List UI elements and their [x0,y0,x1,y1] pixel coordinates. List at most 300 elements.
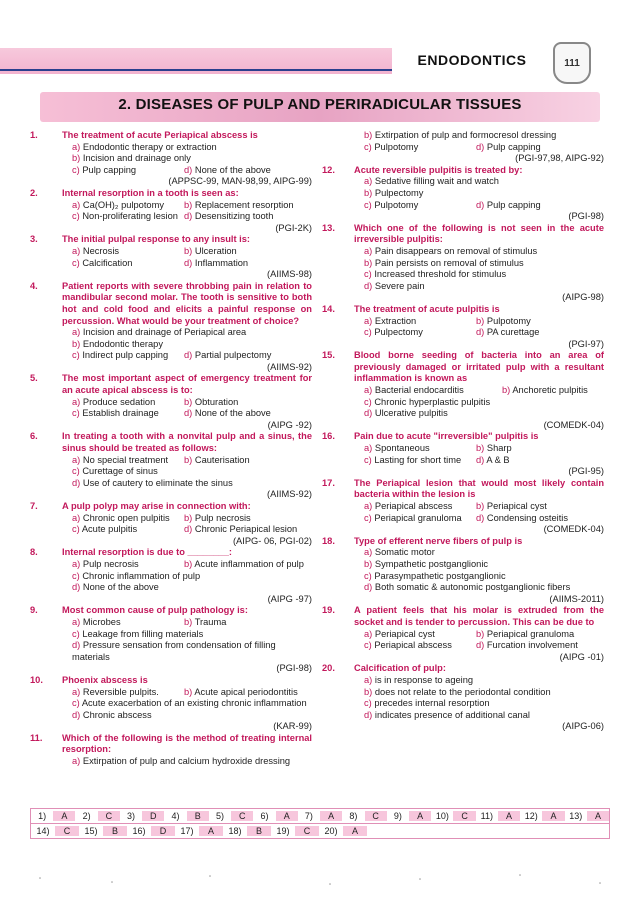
question-item [30,234,312,280]
answer-option [354,246,604,258]
question-text: The treatment of acute pulpitis is [354,303,500,314]
option-text: Obturation [194,396,239,407]
answer-option [72,617,184,629]
option-text: No special treatment [82,454,169,465]
option-text: Establish drainage [82,408,159,419]
answer-letter: B [247,826,271,836]
option-letter: b) [184,512,193,523]
option-letter: c) [72,350,80,361]
option-text: Pressure sensation from condensation of filling materials [72,640,276,662]
answer-option [354,188,604,200]
option-letter: b) [184,616,193,627]
answer-number: 6) [260,811,269,821]
option-text: Extirpation of pulp and calcium hydroxide dressing [82,756,291,767]
option-letter: d) [184,408,193,419]
question-item [322,478,604,536]
options-grid [62,455,312,467]
answer-option [62,756,312,768]
option-letter: c) [364,570,372,581]
option-text: Endodontic therapy [82,338,163,349]
answer-number: 2) [82,811,91,821]
question-source: (PGI-98) [568,211,604,222]
option-letter: a) [72,454,81,465]
question-source: (AIPG- 06, PGI-02) [232,535,312,546]
answer-option [72,408,184,420]
header-rule [0,69,392,71]
question-item [322,223,604,304]
answer-number: 19) [276,826,290,836]
answer-option [72,350,184,362]
question-source: (AIIMS-98) [267,269,312,280]
question-number: 8. [30,547,38,558]
answer-option [72,200,184,212]
option-letter: d) [364,280,373,291]
answer-option [476,513,604,525]
answer-option [354,547,604,559]
question-number: 10. [30,674,43,685]
option-text: Chronic Periapical lesion [194,524,298,535]
answer-option [364,200,476,212]
option-text: None of the above [82,582,159,593]
option-letter: a) [72,396,81,407]
question-number: 20. [322,663,335,674]
option-text: Trauma [194,616,227,627]
answer-option [476,142,604,154]
question-text: Blood borne seeding of bacteria into an area of previously damaged or irritated pulp with a resultant inflammation is known as [354,350,604,384]
answer-option [72,513,184,525]
question-text: A pulp polyp may arise in connection with: [62,501,251,511]
answer-option [476,327,604,339]
option-letter: d) [184,257,193,268]
answer-option [62,142,312,154]
option-letter: d) [476,640,485,651]
answer-option [364,142,476,154]
option-letter: b) [72,153,81,164]
option-text: Severe pain [374,280,425,291]
option-letter: d) [364,709,373,720]
question-source: (PGI-2K) [275,222,312,233]
answer-option [354,281,604,293]
answer-number: 5) [215,811,224,821]
question-item [322,350,604,431]
options-grid [354,316,604,339]
option-text: Acute exacerbation of an existing chronic inflammation [81,698,307,709]
answer-number: 10) [435,811,449,821]
options-grid [62,687,312,699]
question-text: Patient reports with severe throbbing pain in relation to mandibular second molar. The tooth is sensitive to both hot and cold food and elicits a painful response on percussion. What would be your treatment of choice? [62,280,312,326]
options-grid [62,397,312,420]
option-letter: c) [364,640,372,651]
answer-option [364,316,476,328]
option-letter: c) [72,466,80,477]
option-text: Pulpotomy [374,199,419,210]
option-text: Bacterial endocarditis [374,385,464,396]
question-text: Which of the following is the method of treating internal resorption: [62,732,312,755]
option-letter: b) [364,558,373,569]
option-letter: b) [476,501,485,511]
question-number: 13. [322,222,335,233]
option-letter: c) [72,408,80,419]
option-text: Periapical cyst [486,501,547,511]
answer-letter: C [98,811,120,821]
option-text: Pulpotomy [374,141,419,152]
options-grid [62,246,312,269]
option-text: Periapical abscess [374,501,453,511]
answer-option [476,455,604,467]
answer-letter: A [320,811,342,821]
question-text: The Periapical lesion that would most likely contain bacteria within the lesion is [354,477,604,500]
question-number: 3. [30,234,38,245]
answer-number: 11) [480,811,493,821]
question-item [30,605,312,675]
question-item [322,304,604,350]
option-letter: a) [72,756,81,767]
option-letter: a) [364,547,373,558]
question-number: 7. [30,501,38,511]
options-grid [62,559,312,571]
answer-option [354,687,604,699]
answer-row [31,809,609,823]
question-item [30,373,312,431]
answer-number: 9) [393,811,402,821]
answer-option [184,455,312,467]
options-grid [62,617,312,629]
answer-letter: A [587,811,609,821]
answer-letter: A [498,811,520,821]
question-text: Calcification of pulp: [354,663,446,674]
question-text: Pain due to acute "irreversible" pulpitis is [354,431,539,442]
options-grid [354,629,604,652]
answer-number: 14) [36,826,50,836]
question-text: Acute reversible pulpitis is treated by: [354,164,523,175]
question-source: (PGI-97) [568,338,604,349]
option-text: Reversible pulpits. [82,686,159,697]
question-number: 1. [30,130,38,140]
option-letter: d) [476,199,485,210]
answer-option [72,165,184,177]
option-text: Furcation involvement [486,640,578,651]
answer-number: 15) [84,826,98,836]
option-text: Spontaneous [374,443,430,454]
answer-letter: A [343,826,367,836]
question-item [30,130,312,188]
question-source: (AIIMS-92) [267,361,312,372]
option-text: Periapical abscess [374,640,452,651]
answer-option [184,513,312,525]
answer-option [184,559,312,571]
option-letter: b) [364,187,373,198]
answer-option [72,524,184,536]
option-text: Pain persists on removal of stimulus [374,257,524,268]
option-letter: d) [476,512,485,523]
option-text: indicates presence of additional canal [374,709,530,720]
option-text: Pulp capping [486,141,541,152]
answer-option [364,501,476,513]
option-text: Pulpectomy [374,327,423,338]
right-column [322,130,604,733]
option-letter: c) [72,211,80,222]
answer-option [364,327,476,339]
answer-option [476,640,604,652]
chapter-title: ENDODONTICS [417,52,527,68]
option-letter: b) [364,130,373,140]
option-text: Chronic abscess [82,709,152,720]
question-source: (KAR-99) [273,721,312,732]
answer-option [476,629,604,641]
answer-key [30,808,610,839]
option-text: Non-proliferating lesion [82,211,178,222]
question-text: A patient feels that his molar is extruded from the socket and is tender to percussion. This can be due to [354,605,604,627]
option-text: Chronic hyperplastic pulpitis [374,396,491,407]
option-letter: a) [364,176,373,187]
answer-option [62,153,312,165]
option-letter: d) [364,582,373,593]
option-letter: d) [184,211,193,222]
answer-number: 1) [38,811,47,821]
option-letter: b) [364,686,373,697]
answer-number: 18) [228,826,242,836]
option-letter: d) [364,408,373,419]
option-letter: d) [72,709,81,720]
answer-option [184,397,312,409]
option-text: precedes internal resorption [374,698,490,709]
option-text: Sharp [486,443,512,454]
answer-option [476,501,604,513]
answer-option [184,617,312,629]
option-letter: b) [184,396,193,407]
option-letter: c) [364,454,372,465]
option-text: Acute apical periodontitis [194,686,298,697]
question-source: (PGI-97,98, AIPG-92) [515,153,604,164]
option-letter: b) [502,385,511,396]
option-text: Periapical cyst [374,628,435,639]
option-text: Somatic motor [374,547,435,558]
question-item [30,188,312,234]
question-text: The treatment of acute Periapical abscess is [62,130,258,140]
options-grid [62,165,312,177]
option-letter: a) [364,674,373,685]
option-text: Curettage of sinus [82,466,158,477]
option-text: Cauterisation [194,454,250,465]
option-text: Both somatic & autonomic postganglionic fibers [374,582,571,593]
option-text: Partial pulpectomy [194,350,272,361]
question-source: (COMEDK-04) [543,524,604,535]
answer-option [354,675,604,687]
option-letter: a) [72,686,81,697]
option-letter: d) [184,524,193,535]
question-source: (AIPG -97) [267,593,312,604]
option-text: Extraction [374,315,417,326]
question-number: 9. [30,605,38,616]
options-grid [62,200,312,223]
answer-letter: A [542,811,564,821]
option-letter: b) [476,315,485,326]
options-grid [354,200,604,212]
option-letter: d) [72,582,81,593]
option-letter: a) [364,501,373,511]
option-text: Pain disappears on removal of stimulus [374,245,538,256]
answer-option [354,130,604,142]
answer-option [72,559,184,571]
answer-number: 16) [132,826,146,836]
answer-letter: A [409,811,431,821]
question-item [322,165,604,223]
answer-option [184,211,312,223]
option-letter: c) [364,199,372,210]
answer-letter: C [295,826,319,836]
question-item [30,281,312,374]
answer-option [184,687,312,699]
answer-option [476,443,604,455]
option-text: None of the above [194,164,271,175]
question-item [30,501,312,547]
option-text: Periapical granuloma [374,512,462,523]
question-number: 18. [322,535,335,546]
option-letter: c) [72,698,80,709]
answer-option [184,350,312,362]
answer-letter: C [453,811,475,821]
option-letter: c) [364,512,372,523]
option-text: does not relate to the periodontal condition [374,686,551,697]
option-letter: c) [72,628,80,639]
answer-option [354,571,604,583]
answer-option [364,640,476,652]
option-text: Increased threshold for stimulus [374,269,507,280]
question-number: 11. [30,732,43,743]
question-source: (PGI-95) [568,466,604,477]
option-letter: c) [72,524,80,535]
question-source: (AIIMS-2011) [549,593,604,604]
option-text: Periapical granuloma [486,628,575,639]
option-text: Anchoretic pulpitis [512,385,588,396]
question-source: (AIPG-06) [562,721,604,732]
answer-letter: C [365,811,387,821]
answer-option [354,698,604,710]
answer-option [62,629,312,641]
option-text: Ca(OH)₂ pulpotomy [82,199,164,210]
question-text: Type of efferent nerve fibers of pulp is [354,535,523,546]
option-text: is in response to ageing [374,674,474,685]
option-text: Use of cautery to eliminate the sinus [82,477,233,488]
question-text: Internal resorption is due to ________: [62,547,232,558]
answer-option [354,559,604,571]
answer-number: 17) [180,826,194,836]
option-text: Produce sedation [82,396,156,407]
answer-option [502,385,604,397]
answer-option [364,629,476,641]
option-text: Condensing osteitis [486,512,569,523]
answer-option [62,640,312,663]
answer-option [62,710,312,722]
option-text: Replacement resorption [194,199,294,210]
question-text: In treating a tooth with a nonvital pulp and a sinus, the sinus should be treated as follows: [62,431,312,454]
options-grid [62,513,312,536]
question-item [30,675,312,733]
answer-option [476,200,604,212]
question-source: (APPSC-99, MAN-98,99, AIPG-99) [168,176,312,187]
option-text: Leakage from filling materials [82,628,204,639]
answer-number: 3) [127,811,136,821]
option-letter: a) [72,245,81,256]
option-text: Chronic inflammation of pulp [82,570,201,581]
answer-option [62,466,312,478]
question-text: Most common cause of pulp pathology is: [62,605,248,616]
options-grid [354,501,604,524]
option-letter: a) [72,558,81,569]
option-letter: a) [364,245,373,256]
options-grid [354,385,604,397]
option-letter: b) [184,558,193,569]
answer-option [72,211,184,223]
option-text: Ulceration [194,245,237,256]
option-text: Endodontic therapy or extraction [82,141,217,152]
option-letter: a) [364,443,373,454]
option-letter: d) [476,141,485,152]
option-letter: c) [364,141,372,152]
option-letter: c) [364,269,372,280]
question-source: (AIPG-98) [562,292,604,303]
answer-option [184,408,312,420]
answer-option [72,246,184,258]
option-letter: a) [72,199,81,210]
option-text: Sedative filling wait and watch [374,176,499,187]
answer-option [364,455,476,467]
option-letter: b) [184,199,193,210]
answer-number: 7) [304,811,313,821]
answer-option [184,165,312,177]
question-number: 6. [30,431,38,442]
question-number: 4. [30,280,38,291]
question-source: (PGI-98) [276,663,312,674]
option-text: Necrosis [82,245,120,256]
answer-option [354,258,604,270]
option-letter: c) [364,327,372,338]
answer-option [184,200,312,212]
answer-option [476,316,604,328]
question-source: (COMEDK-04) [543,419,604,430]
question-item [30,733,312,768]
left-column [30,130,312,768]
question-item [30,547,312,605]
question-number: 12. [322,164,335,175]
question-text: The initial pulpal response to any insult is: [62,234,251,245]
question-item [322,536,604,606]
question-source: (AIPG -92) [267,419,312,430]
question-text: The most important aspect of emergency treatment for an acute apical abscess is to: [62,373,312,396]
option-letter: c) [72,164,80,175]
option-letter: a) [364,628,373,639]
answer-number: 13) [569,811,583,821]
answer-option [62,478,312,490]
option-text: Parasympathetic postganglionic [374,570,506,581]
option-text: Calcification [82,257,133,268]
question-item [322,663,604,733]
answer-option [364,513,476,525]
question-number: 5. [30,373,38,384]
options-grid [354,443,604,466]
option-letter: c) [364,698,372,709]
option-text: Incision and drainage only [82,153,191,164]
option-letter: c) [72,570,80,581]
answer-option [354,710,604,722]
question-number: 16. [322,431,335,442]
question-item [322,605,604,663]
answer-number: 4) [171,811,180,821]
option-letter: b) [476,628,485,639]
option-text: A & B [486,454,510,465]
option-text: Indirect pulp capping [82,350,169,361]
option-letter: d) [476,327,485,338]
